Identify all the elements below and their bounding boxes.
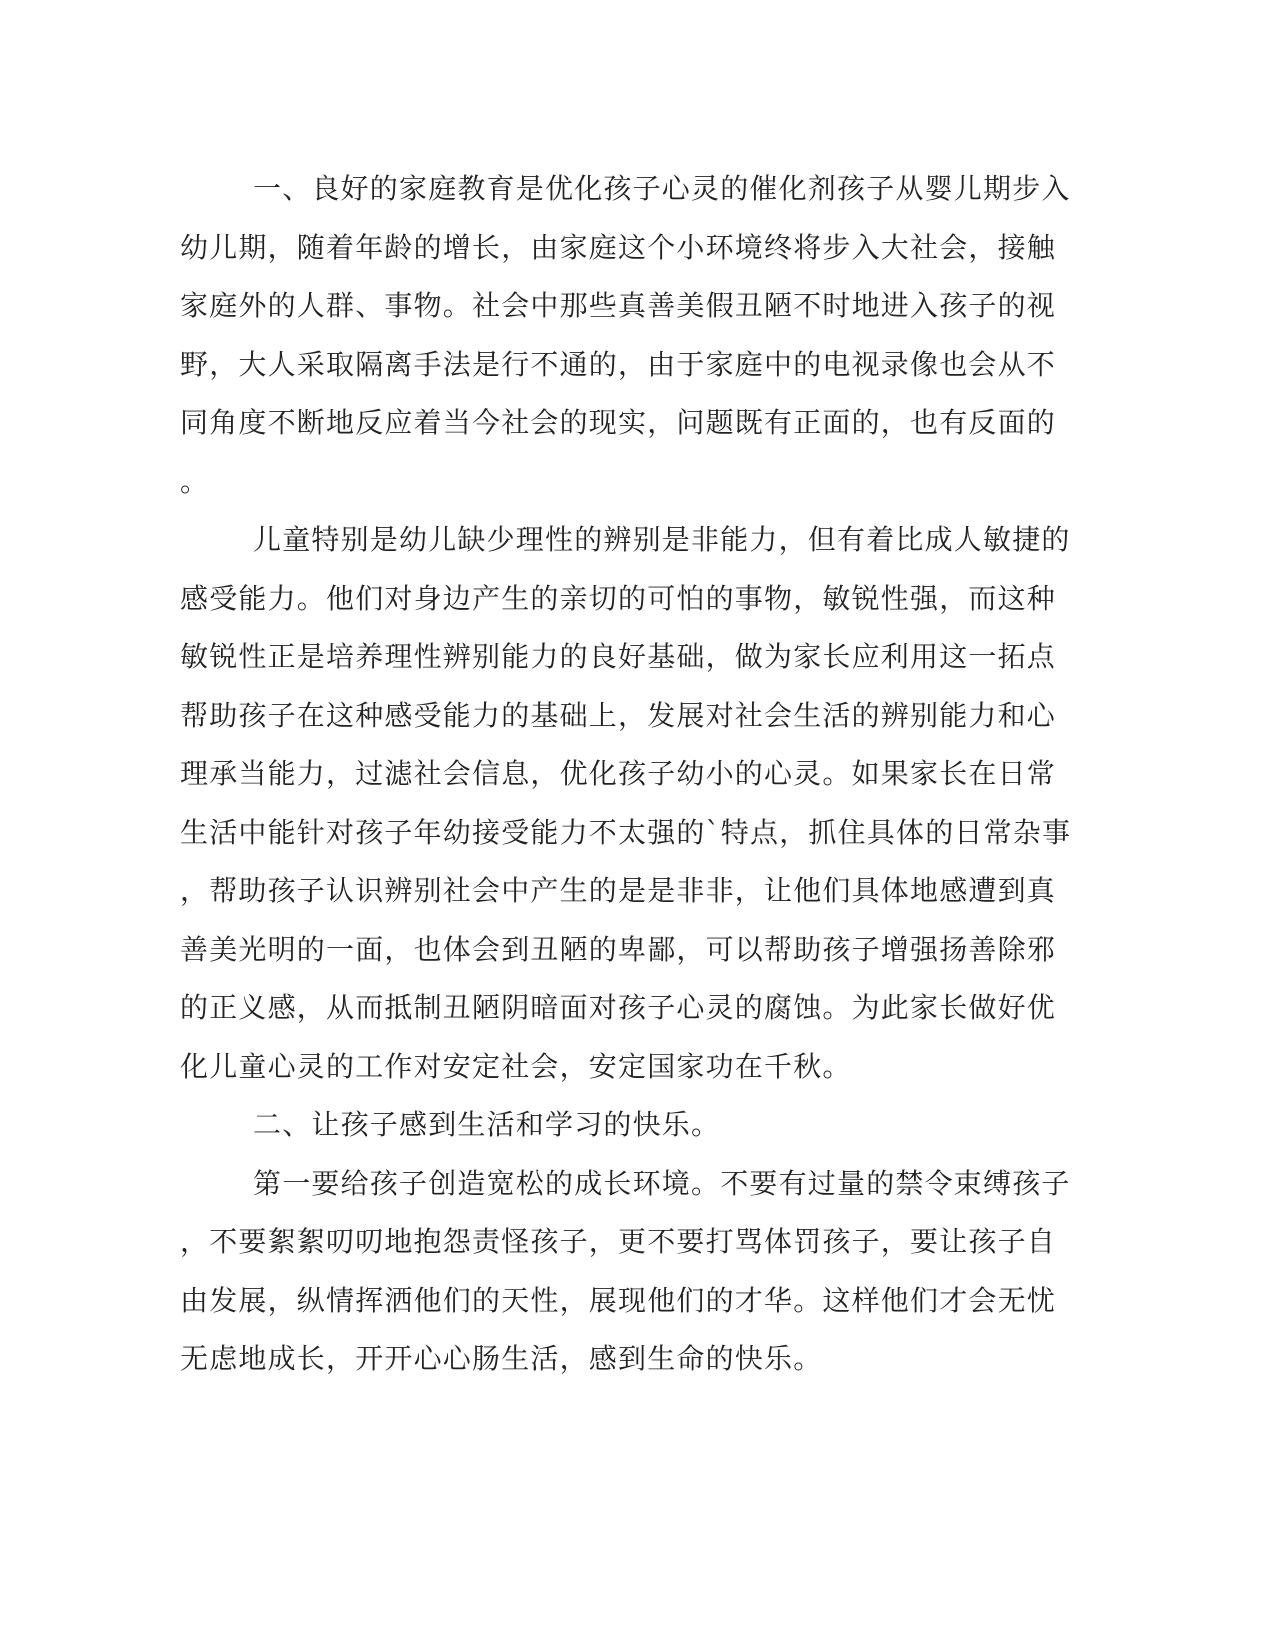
paragraph-line: ，帮助孩子认识辨别社会中产生的是是非非，让他们具体地感遭到真 <box>180 874 1057 907</box>
paragraph-line: 感受能力。他们对身边产生的亲切的可怕的事物，敏锐性强，而这种 <box>180 581 1057 615</box>
paragraph-line: ，不要絮絮叨叨地抱怨责怪孩子，更不要打骂体罚孩子，要让孩子自 <box>180 1225 1057 1258</box>
paragraph-line: 第一要给孩子创造宽松的成长环境。不要有过量的禁令束缚孩子 <box>253 1166 1071 1200</box>
document-body <box>180 160 1080 1389</box>
paragraph-line: 的正义感，从而抵制丑陋阴暗面对孩子心灵的腐蚀。为此家长做好优 <box>180 991 1057 1024</box>
paragraph-line: 生活中能针对孩子年幼接受能力不太强的`特点，抓住具体的日常杂事 <box>180 815 1072 849</box>
paragraph-line: 。 <box>180 464 210 498</box>
paragraph-line: 化儿童心灵的工作对安定社会，安定国家功在千秋。 <box>180 1049 852 1083</box>
paragraph-line: 由发展，纵情挥洒他们的天性，展现他们的才华。这样他们才会无忧 <box>180 1283 1057 1317</box>
paragraph-line: 帮助孩子在这种感受能力的基础上，发展对社会生活的辨别能力和心 <box>180 698 1057 732</box>
paragraph-line: 野，大人采取隔离手法是行不通的，由于家庭中的电视录像也会从不 <box>180 347 1057 381</box>
paragraph-line: 无虑地成长，开开心心肠生活，感到生命的快乐。 <box>180 1342 823 1375</box>
paragraph-line: 同角度不断地反应着当今社会的现实，问题既有正面的，也有反面的 <box>180 406 1057 439</box>
paragraph-line: 一、良好的家庭教育是优化孩子心灵的催化剂孩子从婴儿期步入 <box>253 172 1071 205</box>
section-heading: 二、让孩子感到生活和学习的快乐。 <box>253 1108 721 1141</box>
paragraph-line: 理承当能力，过滤社会信息，优化孩子幼小的心灵。如果家长在日常 <box>180 757 1057 790</box>
paragraph-line: 善美光明的一面，也体会到丑陋的卑鄙，可以帮助孩子增强扬善除邪 <box>180 932 1057 966</box>
paragraph-line: 敏锐性正是培养理性辨别能力的良好基础，做为家长应利用这一拓点 <box>180 640 1057 673</box>
paragraph-line: 幼儿期，随着年龄的增长，由家庭这个小环境终将步入大社会，接触 <box>180 230 1057 264</box>
paragraph-line: 儿童特别是幼儿缺少理性的辨别是非能力，但有着比成人敏捷的 <box>253 523 1071 556</box>
paragraph-line: 家庭外的人群、事物。社会中那些真善美假丑陋不时地进入孩子的视 <box>180 289 1057 322</box>
